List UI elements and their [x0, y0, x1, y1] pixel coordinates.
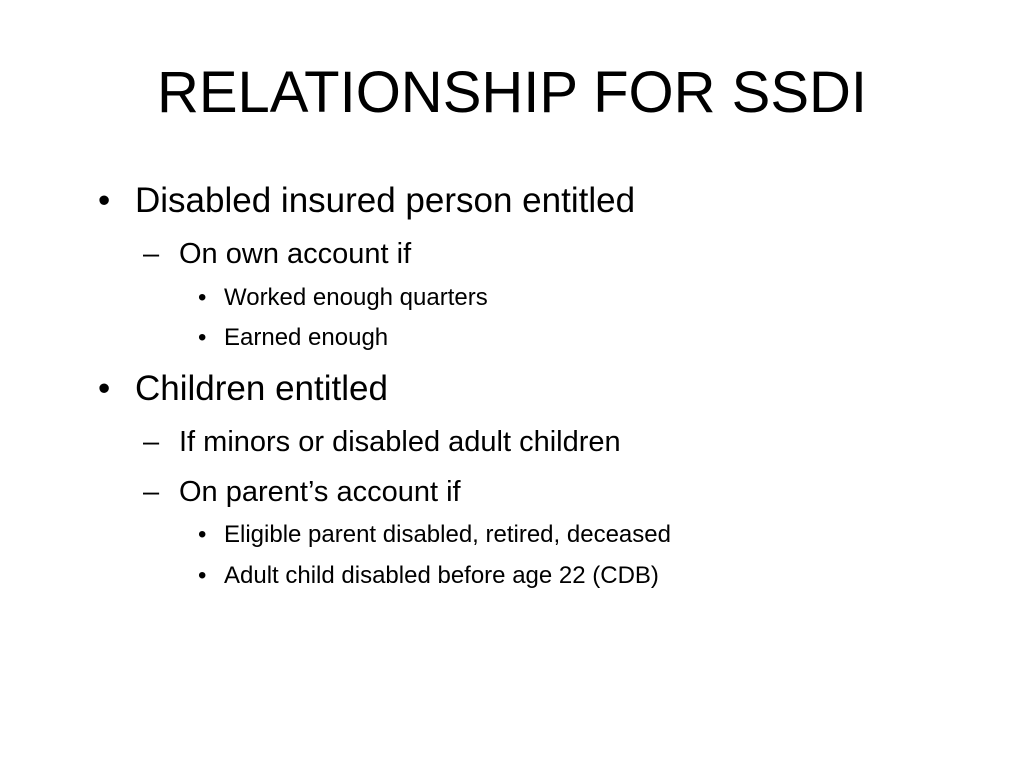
sub-sub-bullet-text: Adult child disabled before age 22 (CDB) [224, 562, 659, 589]
sub-bullet-text: On parent’s account if [179, 476, 461, 508]
dash-marker: – [143, 476, 160, 508]
slide-title: RELATIONSHIP FOR SSDI [156, 60, 868, 125]
sub-bullet-text: If minors or disabled adult children [179, 426, 621, 458]
bullet-marker: • [198, 324, 207, 351]
sub-sub-bullet-text: Worked enough quarters [224, 284, 488, 311]
bullet-marker: • [198, 562, 207, 589]
bullet-marker: • [98, 369, 111, 408]
dash-marker: – [143, 238, 160, 270]
bullet-text: Disabled insured person entitled [135, 181, 636, 220]
bullet-text: Children entitled [135, 369, 388, 408]
dash-marker: – [143, 426, 160, 458]
sub-sub-bullet-text: Eligible parent disabled, retired, deceased [224, 521, 671, 548]
bullet-marker: • [198, 284, 207, 311]
bullet-marker: • [198, 521, 207, 548]
sub-sub-bullet-text: Earned enough [224, 324, 389, 351]
sub-bullet-text: On own account if [179, 238, 412, 270]
bullet-marker: • [98, 181, 111, 220]
